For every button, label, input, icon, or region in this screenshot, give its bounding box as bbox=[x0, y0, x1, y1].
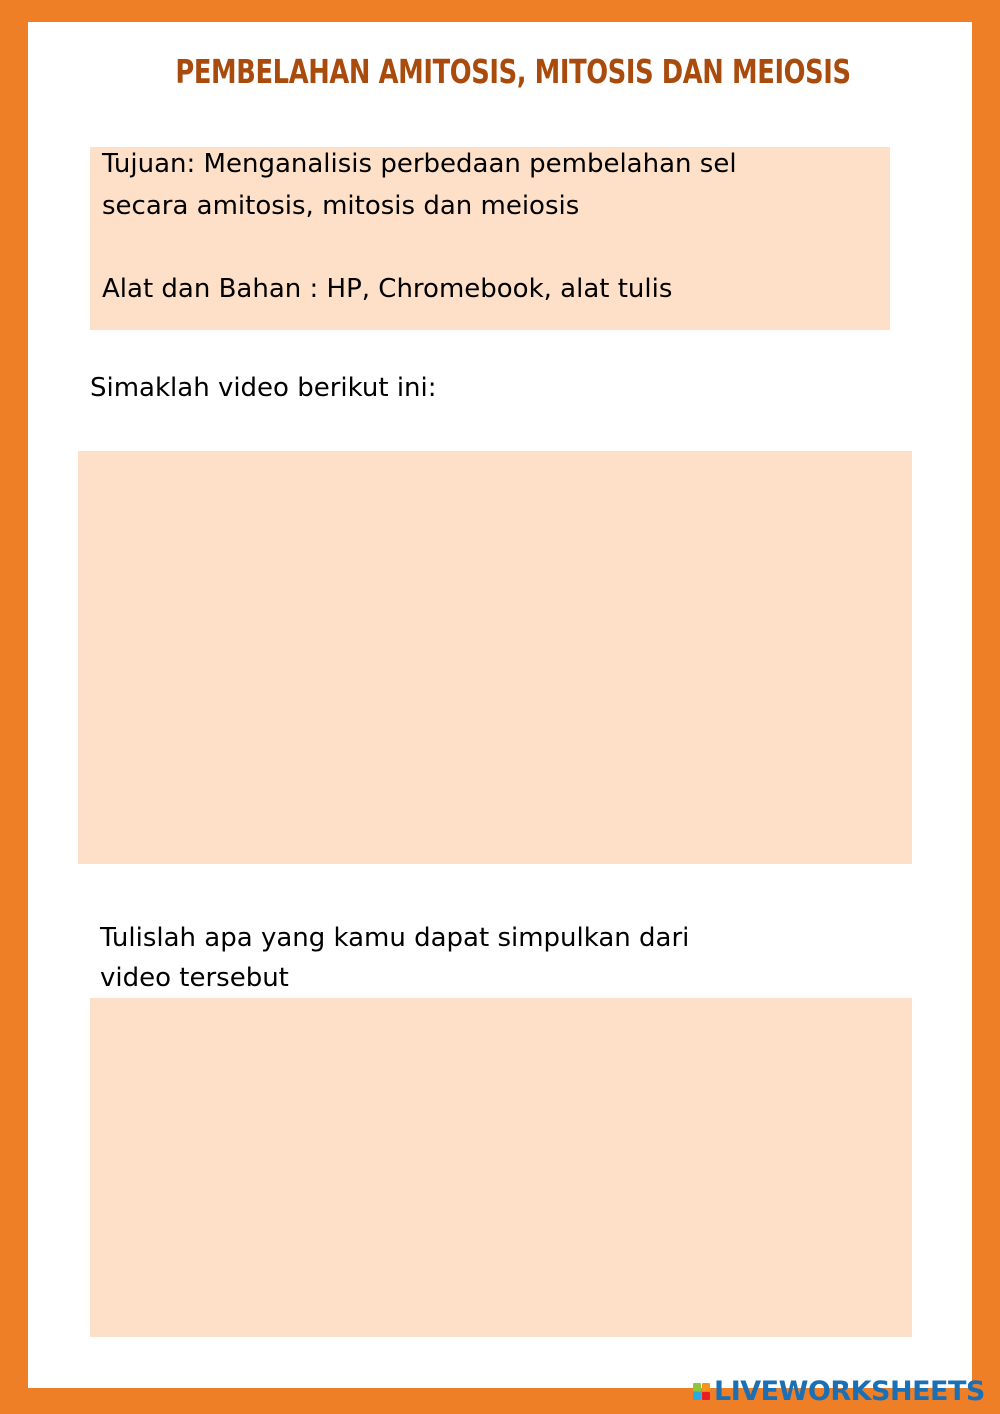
liveworksheets-logo-icon bbox=[693, 1383, 710, 1400]
conclusion-prompt-line-2: video tersebut bbox=[100, 963, 289, 993]
logo-square-red bbox=[702, 1392, 710, 1400]
video-instruction: Simaklah video berikut ini: bbox=[90, 373, 437, 403]
conclusion-answer-input[interactable] bbox=[90, 998, 912, 1337]
liveworksheets-logo bbox=[693, 1376, 985, 1406]
logo-square-green bbox=[693, 1383, 701, 1391]
logo-square-orange bbox=[702, 1383, 710, 1391]
goal-line-2: secara amitosis, mitosis dan meiosis bbox=[102, 191, 580, 221]
logo-square-blue bbox=[693, 1392, 701, 1400]
video-embed[interactable] bbox=[78, 451, 912, 864]
goal-line-1: Tujuan: Menganalisis perbedaan pembelahan sel bbox=[102, 149, 737, 179]
materials-text: Alat dan Bahan : HP, Chromebook, alat tulis bbox=[102, 274, 673, 304]
liveworksheets-logo-text: LIVEWORKSHEETS bbox=[714, 1375, 985, 1407]
conclusion-prompt-line-1: Tulislah apa yang kamu dapat simpulkan dari bbox=[100, 923, 690, 953]
worksheet-title: PEMBELAHAN AMITOSIS, MITOSIS DAN MEIOSIS bbox=[175, 52, 851, 91]
